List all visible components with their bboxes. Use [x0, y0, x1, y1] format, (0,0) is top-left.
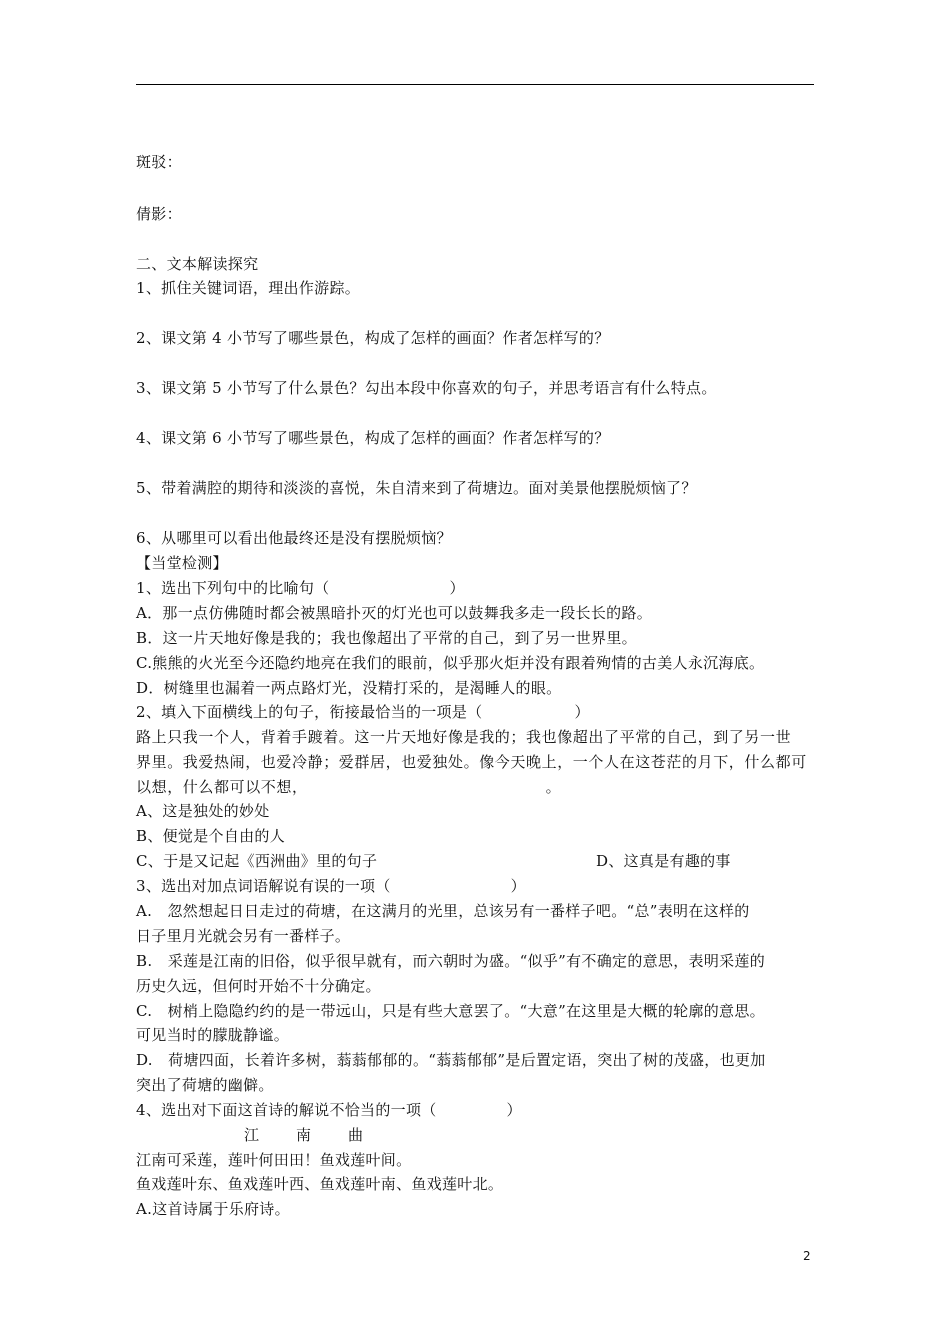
poem-title-char: 江 [244, 1126, 260, 1144]
exercise-1-option-b: B．这一片天地好像是我的；我也像超出了平常的自己，到了另一世界里。 [136, 629, 637, 647]
exercise-2-paren: ） [574, 703, 590, 721]
exercise-3-option-b: B. 采莲是江南的旧俗，似乎很早就有，而六朝时为盛。“似乎”有不确定的意思，表明采莲的 [136, 952, 766, 970]
page-number: 2 [803, 1249, 811, 1263]
exercise-2-option-a: A、这是独处的妙处 [136, 802, 270, 820]
question-6: 6、从哪里可以看出他最终还是没有摆脱烦恼？ [136, 529, 452, 547]
question-3: 3、课文第 5 小节写了什么景色？勾出本段中你喜欢的句子，并思考语言有什么特点。 [136, 379, 717, 397]
exercise-4-stem [136, 1100, 522, 1120]
exercise-3-paren: ） [510, 877, 526, 895]
question-1: 1、抓住关键词语，理出作游踪。 [136, 279, 361, 297]
term-banbo: 斑驳： [136, 153, 182, 171]
poem-line-1: 江南可采莲，莲叶何田田！鱼戏莲叶间。 [136, 1151, 412, 1169]
question-4: 4、课文第 6 小节写了哪些景色，构成了怎样的画面？作者怎样写的？ [136, 429, 610, 447]
exercise-3-stem [136, 876, 526, 896]
exercise-2-passage-line [136, 777, 561, 797]
exercise-3-option-c: C. 树梢上隐隐约约的是一带远山，只是有些大意罢了。“大意”在这里是大概的轮廓的意思。 [136, 1002, 765, 1020]
exercise-4-option-a: A.这首诗属于乐府诗。 [136, 1200, 290, 1218]
exercise-3-option-b-cont: 历史久远，但何时开始不十分确定。 [136, 977, 381, 995]
exercise-4-stem-text: 4、选出对下面这首诗的解说不恰当的一项（ [136, 1101, 437, 1119]
poem-title-char: 南 [296, 1126, 312, 1144]
exercise-1-stem [136, 578, 465, 598]
poem-line-2: 鱼戏莲叶东、鱼戏莲叶西、鱼戏莲叶南、鱼戏莲叶北。 [136, 1175, 504, 1193]
exercise-2-option-c: C、于是又记起《西洲曲》里的句子 [136, 852, 378, 870]
exercise-3-option-a-cont: 日子里月光就会另有一番样子。 [136, 927, 351, 945]
exercise-3-option-d-cont: 突出了荷塘的幽僻。 [136, 1076, 274, 1094]
exercise-2-passage-end: 。 [545, 778, 562, 796]
check-title: 【当堂检测】 [136, 554, 228, 572]
question-2: 2、课文第 4 小节写了哪些景色，构成了怎样的画面？作者怎样写的？ [136, 329, 610, 347]
section-heading: 二、文本解读探究 [136, 255, 259, 273]
exercise-2-passage-line: 界里。我爱热闹，也爱冷静；爱群居，也爱独处。像今天晚上，一个人在这苍茫的月下，什么都可 [136, 753, 807, 771]
exercise-1-paren: ） [449, 579, 465, 597]
exercise-2-stem-text: 2、填入下面横线上的句子，衔接最恰当的一项是（ [136, 703, 483, 721]
exercise-2-passage-line: 路上只我一个人，背着手踱着。这一片天地好像是我的；我也像超出了平常的自己，到了另一世 [136, 728, 792, 746]
exercise-2-option-b: B、便觉是个自由的人 [136, 827, 286, 845]
exercise-3-option-d: D. 荷塘四面，长着许多树，蓊蓊郁郁的。“蓊蓊郁郁”是后置定语，突出了树的茂盛，也更加 [136, 1051, 766, 1069]
exercise-3-option-a: A. 忽然想起日日走过的荷塘，在这满月的光里，总该另有一番样子吧。“总”表明在这样的 [136, 902, 750, 920]
poem-title [244, 1125, 400, 1145]
exercise-3-option-c-cont: 可见当时的朦胧静谧。 [136, 1026, 290, 1044]
exercise-1-option-a: A．那一点仿佛随时都会被黑暗扑灭的灯光也可以鼓舞我多走一段长长的路。 [136, 604, 653, 622]
exercise-2-stem [136, 702, 590, 722]
exercise-2-option-d: D、这真是有趣的事 [596, 852, 731, 870]
exercise-4-paren: ） [506, 1101, 522, 1119]
exercise-2-passage-text: 以想，什么都可以不想， [136, 778, 308, 796]
poem-title-char: 曲 [348, 1126, 364, 1144]
exercise-3-stem-text: 3、选出对加点词语解说有误的一项（ [136, 877, 391, 895]
term-qianying: 倩影： [136, 205, 182, 223]
exercise-1-option-d: D．树缝里也漏着一两点路灯光，没精打采的，是渴睡人的眼。 [136, 679, 562, 697]
exercise-1-stem-text: 1、选出下列句中的比喻句（ [136, 579, 330, 597]
question-5: 5、带着满腔的期待和淡淡的喜悦，朱自清来到了荷塘边。面对美景他摆脱烦恼了？ [136, 479, 697, 497]
header-rule [136, 84, 814, 85]
exercise-1-option-c: C.熊熊的火光至今还隐约地亮在我们的眼前，似乎那火炬并没有跟着殉情的古美人永沉海底。 [136, 654, 765, 672]
